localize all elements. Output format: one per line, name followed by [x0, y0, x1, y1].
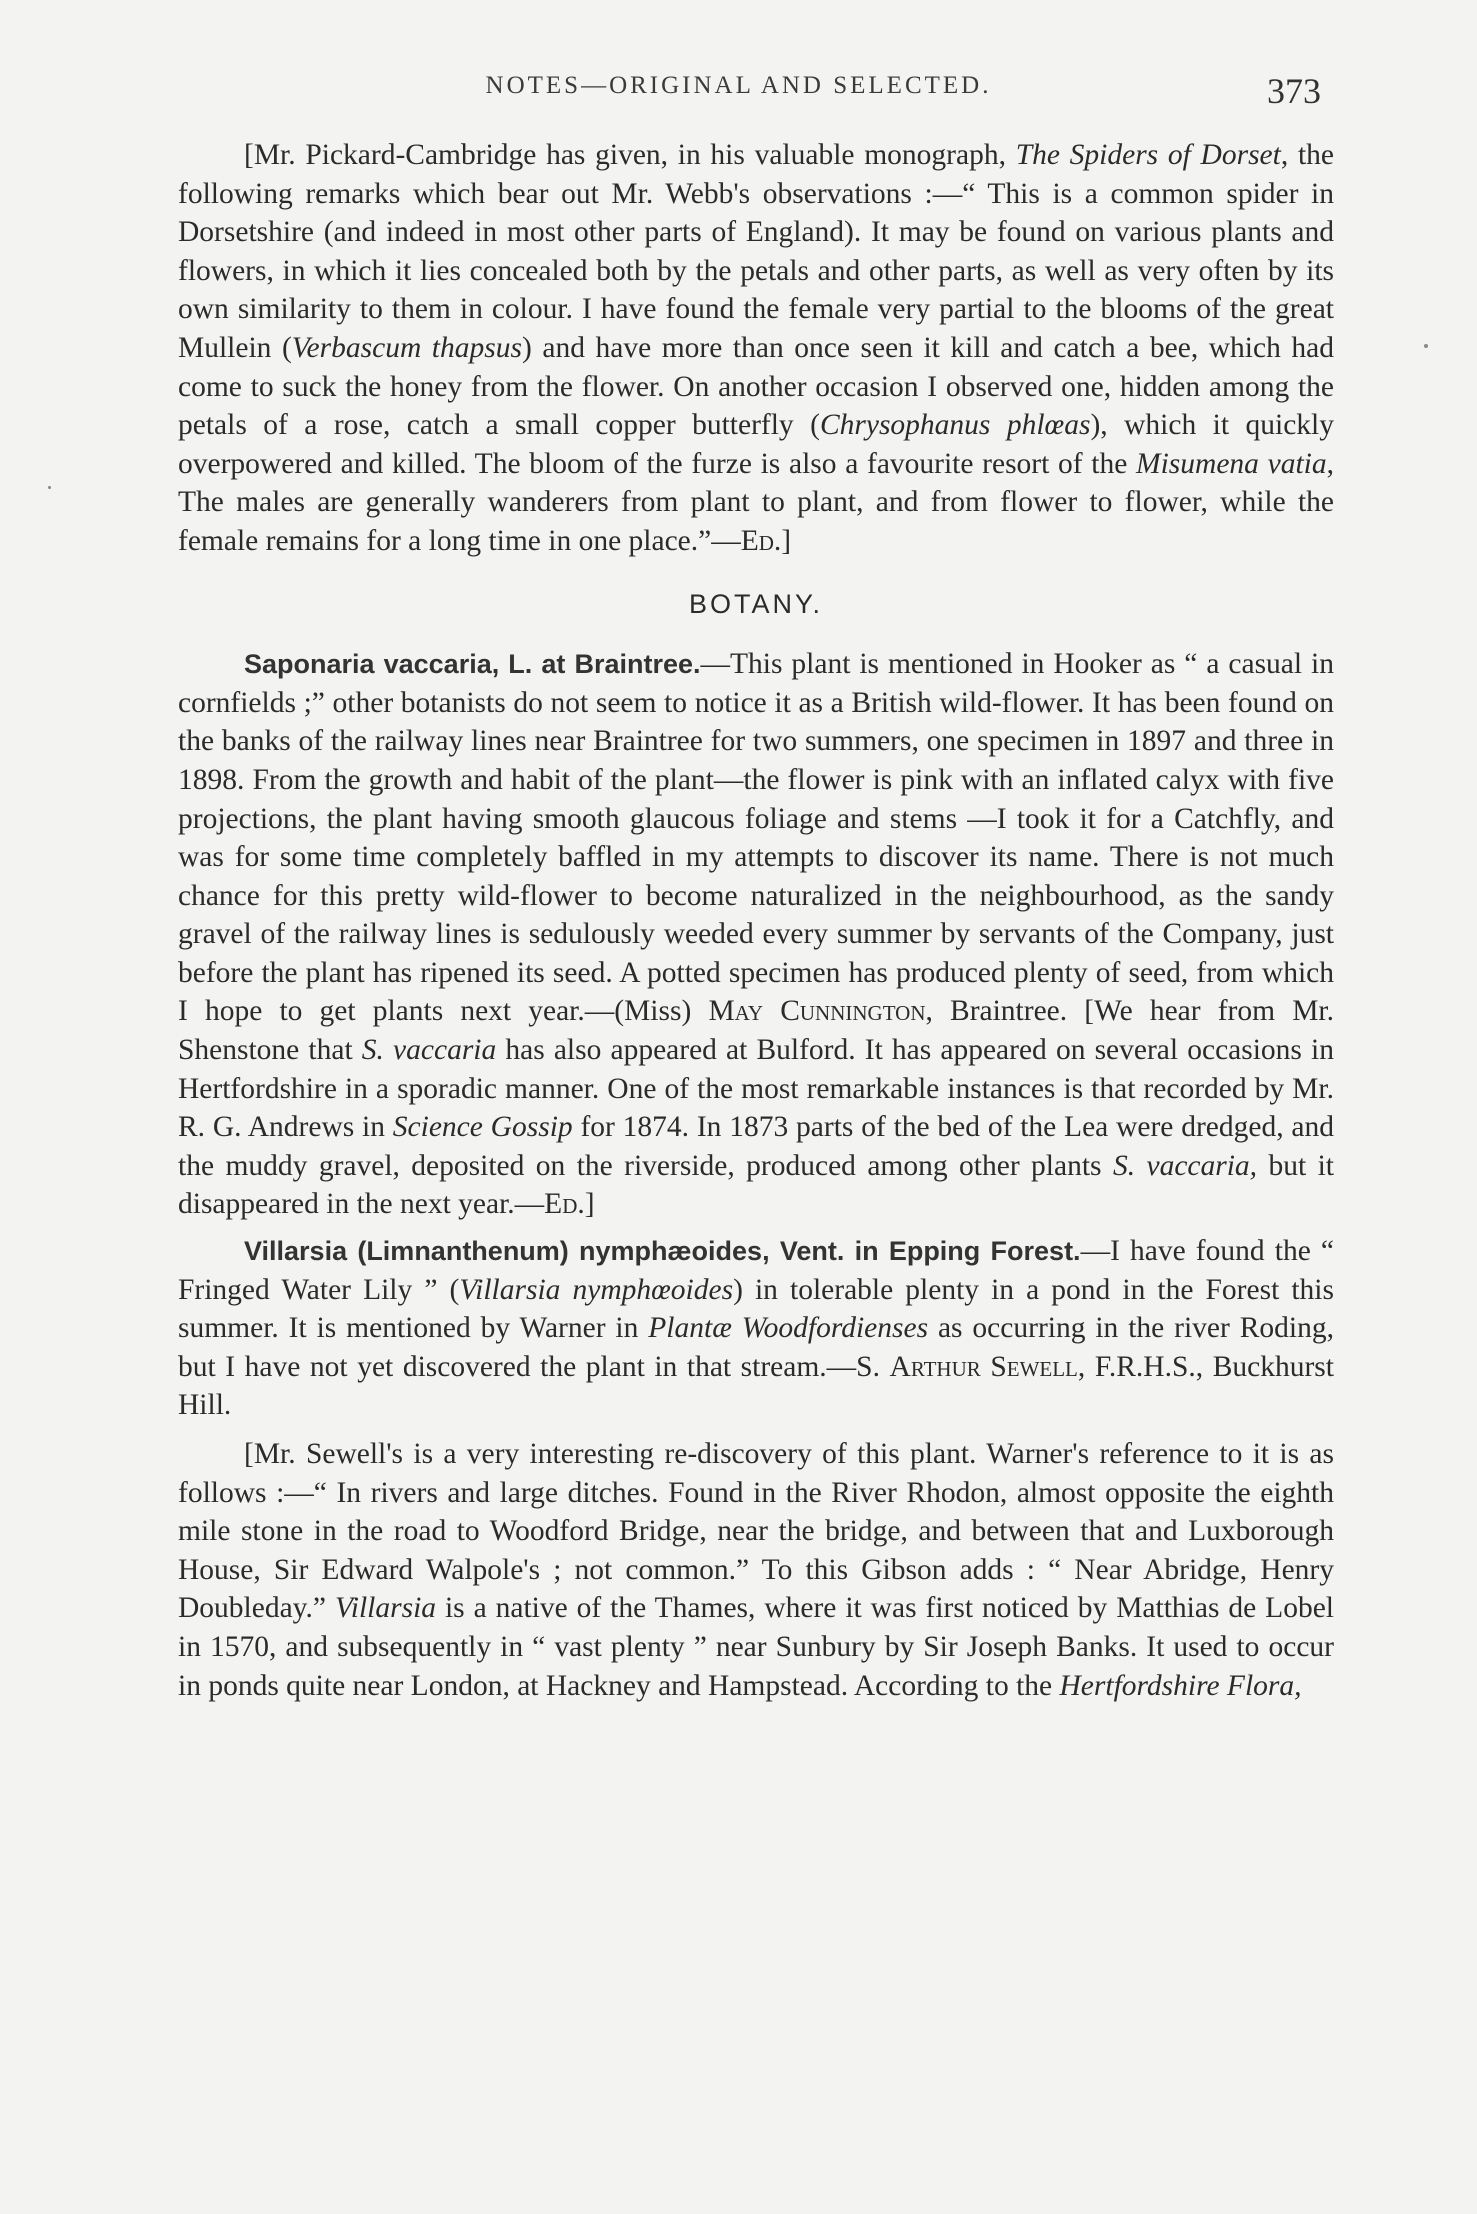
body-text	[178, 136, 1334, 1705]
page-number: 373	[1267, 71, 1321, 111]
paper-speck	[1424, 344, 1428, 348]
text-run: —I have found the “ Fringed Water Lily ” (	[178, 1235, 1334, 1306]
text-run: .]	[577, 1188, 595, 1221]
paragraph-gap	[178, 1224, 1334, 1232]
running-head: NOTES—ORIGINAL AND SELECTED.	[485, 72, 992, 99]
species-name: S. vaccaria	[361, 1034, 497, 1067]
text-run: [Mr. Sewell's is a very interesting re-discovery of this plant. Warner's reference to it is as follows :—“ In rivers and large ditches. Found in the River Rhodon, almost opposite the eighth mile stone in the road to Woodford Bridge, near the bridge, and between that and Luxborough House, Sir Edward Walpole's ; not common.” To this Gibson adds : “ Near Abridge, Henry Doubleday.”	[178, 1438, 1334, 1625]
text-run: as occurring in the river Roding, but I have not yet discovered the plant in that stream.—S.	[178, 1312, 1334, 1383]
text-run: is a native of the Thames, where it was first noticed by Matthias de Lobel in 1570, and subsequently in “ vast plenty ” near Sunbury by Sir Joseph Banks. It used to occur in ponds quite near London, at Hackney and Hampstead. According to the	[178, 1592, 1334, 1702]
note-heading: Villarsia (Limnanthenum) nymphæoides, Vent. in Epping Forest.	[244, 1236, 1081, 1267]
note-heading: Saponaria vaccaria, L. at Braintree.	[244, 649, 701, 680]
text-run: —This plant is mentioned in Hooker as “ a casual in cornfields ;” other botanists do not seem to notice it as a British wild-flower. It has been found on the banks of the railway lines near Braintree for two summers, one specimen in 1897 and three in 1898. From the growth and habit of the plant—the flower is pink with an inflated calyx with five projections, the plant having smooth glaucous foliage and stems —I took it for a Catchfly, and was for some time completely baffled in my attempts to discover its name. There is not much chance for this pretty wild-flower to become naturalized in the neighbourhood, as the sandy gravel of the railway lines is sedulously weeded every summer by servants of the Company, just before the plant has ripened its seed. A potted specimen has produced plenty of seed, from which I hope to get plants next year.—(Miss)	[178, 648, 1334, 1028]
text-run: , F.R.H.S., Buckhurst Hill.	[178, 1350, 1334, 1422]
species-name: Verbascum thapsus	[291, 331, 522, 364]
text-run: , The males are generally wanderers from plant to plant, and from flower to flower, while the female remains for a long time in one place.”—	[178, 447, 1334, 557]
text-run: .]	[773, 524, 792, 557]
editor-signature: Ed	[544, 1188, 578, 1221]
text-run: has also appeared at Bulford. It has appeared on several occasions in Hertfordshire in a sporadic manner. One of the most remarkable instances is that recorded by Mr. R. G. Andrews in	[178, 1034, 1334, 1144]
text-run: but it disappeared in the next year.—	[178, 1149, 1334, 1221]
editor-note-paragraph	[178, 1435, 1334, 1705]
author-name: Arthur Sewell	[889, 1350, 1078, 1383]
text-run: ), which it quickly overpowered and killed. The bloom of the furze is also a favourite resort of the	[178, 409, 1334, 480]
species-name: Villarsia nymphœoides	[459, 1273, 734, 1306]
publication-title: Science Gossip	[392, 1111, 573, 1144]
villarsia-paragraph	[178, 1232, 1334, 1425]
text-run: ) in tolerable plenty in a pond in the Forest this summer. It is mentioned by Warner in	[178, 1273, 1334, 1345]
species-name: Chrysophanus phlœas	[819, 409, 1091, 442]
spider-note-paragraph	[178, 136, 1334, 561]
text-run: , Braintree. [We hear from Mr. Shenstone that	[178, 995, 1334, 1067]
publication-title: Hertfordshire Flora,	[1059, 1669, 1302, 1702]
saponaria-paragraph	[178, 645, 1334, 1224]
text-run: [Mr. Pickard-Cambridge has given, in his valuable monograph,	[244, 139, 1016, 171]
text-run: ) and have more than once seen it kill and catch a bee, which had come to suck the honey from the flower. On another occasion I observed one, hidden among the petals of a rose, catch a small copper butterfly (	[178, 331, 1334, 442]
section-title: BOTANY.	[688, 588, 824, 619]
species-name: Villarsia	[334, 1592, 437, 1625]
species-name: S. vaccaria,	[1112, 1149, 1258, 1182]
author-name: May Cunnington	[708, 995, 926, 1028]
text-run: for 1874. In 1873 parts of the bed of the Lea were dredged, and the muddy gravel, deposited on the riverside, produced among other plants	[178, 1111, 1334, 1182]
paper-speck	[48, 486, 51, 489]
species-name: Misumena vatia	[1136, 447, 1327, 480]
book-title: The Spiders of Dorset	[1015, 139, 1281, 171]
text-run: , the following remarks which bear out Mr. Webb's observations :—“ This is a common spider in Dorsetshire (and indeed in most other parts of England). It may be found on various plants and flowers, in which it lies concealed both by the petals and other parts, as well as very often by its own similarity to them in colour. I have found the female very partial to the blooms of the great Mullein (	[178, 139, 1334, 364]
paragraph-gap	[178, 1425, 1334, 1435]
editor-signature: Ed	[740, 524, 774, 557]
publication-title: Plantæ Woodfordienses	[648, 1312, 929, 1345]
